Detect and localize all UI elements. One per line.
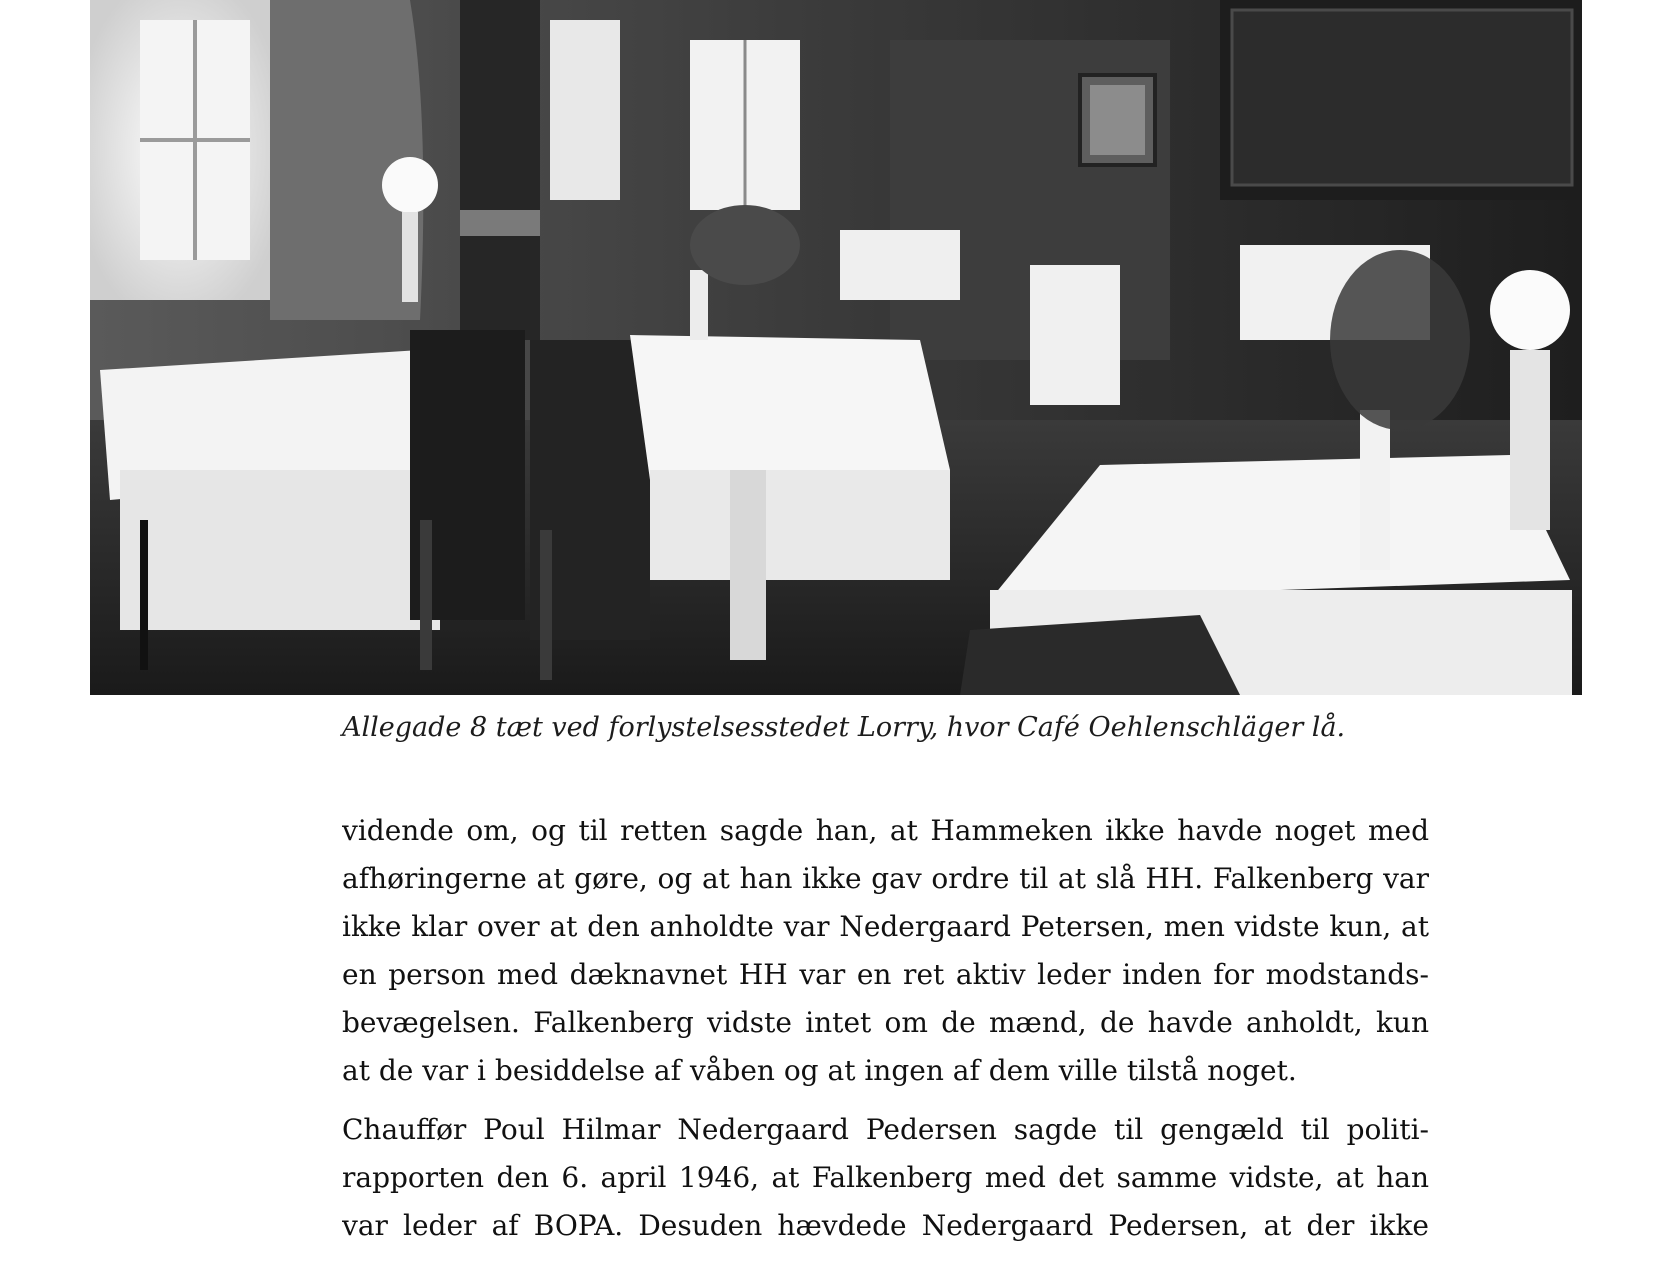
text-line: bevægelsen. Falkenberg vidste intet om de mænd, de havde anholdt, kun (342, 1006, 1429, 1039)
text-line: afhøringerne at gøre, og at han ikke gav ordre til at slå HH. Falkenberg var (342, 862, 1429, 895)
text-line: Chauffør Poul Hilmar Nedergaard Pedersen sagde til gengæld til politi- (342, 1113, 1429, 1146)
body-text (342, 807, 1429, 1261)
paragraph (342, 1106, 1429, 1250)
text-line: rapporten den 6. april 1946, at Falkenberg med det samme vidste, at han (342, 1161, 1429, 1194)
text-line: vidende om, og til retten sagde han, at Hammeken ikke havde noget med (342, 814, 1429, 847)
text-line: at de var i besiddelse af våben og at ingen af dem ville tilstå noget. (342, 1054, 1297, 1087)
paragraph (342, 807, 1429, 1095)
text-line: en person med dæknavnet HH var en ret aktiv leder inden for modstands- (342, 958, 1429, 991)
text-line: var leder af BOPA. Desuden hævdede Nedergaard Pedersen, at der ikke (342, 1209, 1429, 1242)
figure-caption: Allegade 8 tæt ved forlystelsesstedet Lorry, hvor Café Oehlenschläger lå. (342, 712, 1346, 743)
text-line: ikke klar over at den anholdte var Nedergaard Petersen, men vidste kun, at (342, 910, 1429, 943)
photo-illustration (90, 0, 1582, 695)
restaurant-interior-photo (90, 0, 1582, 695)
